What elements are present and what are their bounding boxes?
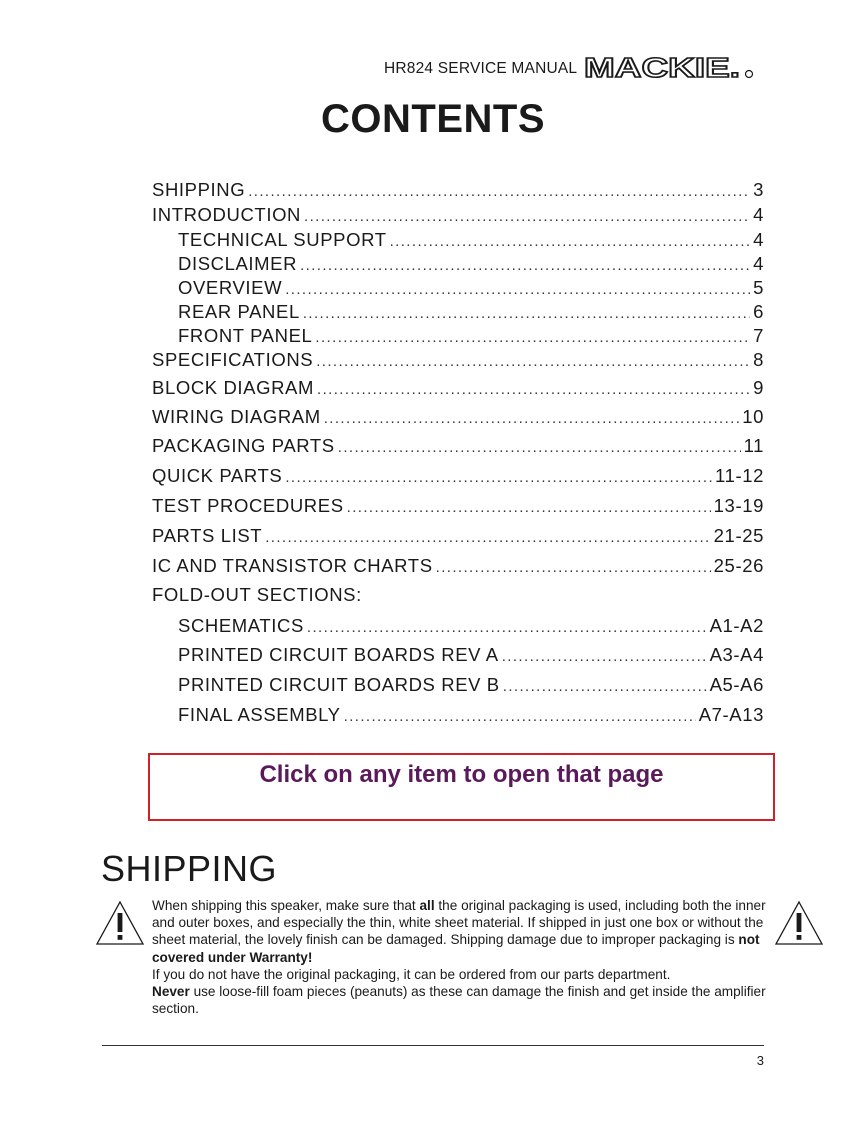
toc-item-page: 3 [753, 179, 764, 200]
page-header [384, 52, 755, 82]
toc-item[interactable] [178, 301, 764, 323]
toc-item-page: 11-12 [715, 465, 764, 486]
toc-item-label: FOLD-OUT SECTIONS: [152, 584, 362, 605]
toc-leader-dots [436, 559, 711, 576]
toc-leader-dots [503, 678, 707, 695]
toc-item-label: FRONT PANEL [178, 325, 313, 346]
toc-leader-dots [347, 499, 711, 516]
toc-item-label: PARTS LIST [152, 525, 263, 546]
page-number: 3 [756, 1053, 764, 1068]
toc-item[interactable] [178, 229, 764, 251]
toc-item[interactable] [152, 377, 764, 399]
toc-item-label: PRINTED CIRCUIT BOARDS REV B [178, 674, 500, 695]
toc-item[interactable] [152, 204, 764, 226]
toc-item-label: SCHEMATICS [178, 615, 304, 636]
toc-item-page: 25-26 [713, 555, 764, 576]
toc-item-label: TEST PROCEDURES [152, 495, 344, 516]
toc-item[interactable] [152, 349, 764, 371]
warning-triangle-icon [95, 900, 145, 946]
toc-item-page: A3-A4 [709, 644, 764, 665]
toc-item-label: TECHNICAL SUPPORT [178, 229, 387, 250]
section-heading: SHIPPING [101, 848, 278, 889]
toc-item[interactable] [152, 525, 764, 547]
toc-item-label: SHIPPING [152, 179, 246, 200]
toc-item-page: 8 [753, 349, 764, 370]
toc-item[interactable] [152, 179, 764, 201]
toc-item-page: 4 [753, 229, 764, 250]
text-run: When shipping this speaker, make sure that [152, 898, 420, 913]
toc-item-label: QUICK PARTS [152, 465, 283, 486]
toc-item-label: REAR PANEL [178, 301, 300, 322]
mackie-logo [583, 52, 755, 82]
toc-leader-dots [344, 708, 696, 725]
toc-item-page: A1-A2 [709, 615, 764, 636]
toc-item-label: WIRING DIAGRAM [152, 406, 321, 427]
toc-item[interactable] [152, 435, 764, 457]
toc-item[interactable] [178, 704, 764, 726]
toc-leader-dots [390, 233, 751, 250]
toc-item-label: DISCLAIMER [178, 253, 298, 274]
toc-item[interactable] [178, 325, 764, 347]
toc-item[interactable] [152, 495, 764, 517]
shipping-paragraph [152, 983, 767, 1017]
toc-leader-dots [316, 353, 750, 370]
toc-item-page: 10 [742, 406, 764, 427]
emphasis: all [419, 898, 435, 913]
shipping-text [152, 897, 767, 1017]
click-notice-box [148, 753, 775, 821]
toc-leader-dots [285, 281, 750, 298]
toc-item-page: 13-19 [713, 495, 764, 516]
toc-item-page: A5-A6 [709, 674, 764, 695]
toc-leader-dots [324, 410, 739, 427]
footer-divider [102, 1045, 764, 1046]
toc-item[interactable] [152, 465, 764, 487]
toc-item-label: BLOCK DIAGRAM [152, 377, 314, 398]
toc-item-page: 4 [753, 204, 764, 225]
toc-item-page: 9 [753, 377, 764, 398]
warranty-notice: not covered under Warranty! [152, 932, 760, 965]
toc-leader-dots [307, 619, 707, 636]
toc-leader-dots [315, 329, 750, 346]
toc-leader-dots [317, 381, 750, 398]
toc-leader-dots [304, 208, 750, 225]
toc-leader-dots [502, 648, 707, 665]
manual-title: HR824 SERVICE MANUAL [384, 60, 578, 77]
toc-leader-dots [300, 257, 750, 274]
toc-item[interactable] [178, 277, 764, 299]
toc-item-page: A7-A13 [698, 704, 764, 725]
toc-item-label: IC AND TRANSISTOR CHARTS [152, 555, 433, 576]
toc-item-page: 6 [753, 301, 764, 322]
logo-text: MACKIE. [584, 52, 741, 82]
text-run: the original packaging is used, including both the inner and outer boxes, and especially the thin, white sheet material. If shipped in just one box or without the sheet material, the lovely finish can be damaged. Shipping damage due to improper packaging is [152, 898, 766, 948]
toc-item-label: OVERVIEW [178, 277, 283, 298]
toc-item[interactable] [152, 406, 764, 428]
toc-item[interactable] [152, 584, 764, 606]
toc-leader-dots [265, 529, 710, 546]
toc-item[interactable] [178, 253, 764, 275]
text-run: use loose-fill foam pieces (peanuts) as these can damage the finish and get inside the amplifier section. [152, 984, 766, 1017]
toc-item[interactable] [178, 644, 764, 666]
click-notice-text: Click on any item to open that page [259, 761, 664, 788]
toc-item-label: INTRODUCTION [152, 204, 302, 225]
emphasis: Never [152, 984, 190, 1000]
toc-leader-dots [285, 469, 712, 486]
toc-item[interactable] [152, 555, 764, 577]
toc-item-page: 21-25 [713, 525, 764, 546]
toc-item-page: 7 [753, 325, 764, 346]
toc-item-page: 5 [753, 277, 764, 298]
page-title: CONTENTS [321, 97, 545, 141]
toc-item-label: SPECIFICATIONS [152, 349, 314, 370]
toc-item-label: PRINTED CIRCUIT BOARDS REV A [178, 644, 499, 665]
toc-leader-dots [303, 305, 750, 322]
warning-triangle-icon [774, 900, 824, 946]
toc-leader-dots [248, 183, 750, 200]
toc-leader-dots [338, 439, 741, 456]
toc-item-page: 11 [743, 435, 764, 456]
shipping-paragraph: If you do not have the original packaging, it can be ordered from our parts department. [152, 966, 671, 982]
toc-item-page: 4 [753, 253, 764, 274]
toc-item-label: FINAL ASSEMBLY [178, 704, 341, 725]
toc-item-label: PACKAGING PARTS [152, 435, 335, 456]
toc-item[interactable] [178, 674, 764, 696]
toc-item[interactable] [178, 615, 764, 637]
shipping-paragraph [152, 897, 767, 966]
